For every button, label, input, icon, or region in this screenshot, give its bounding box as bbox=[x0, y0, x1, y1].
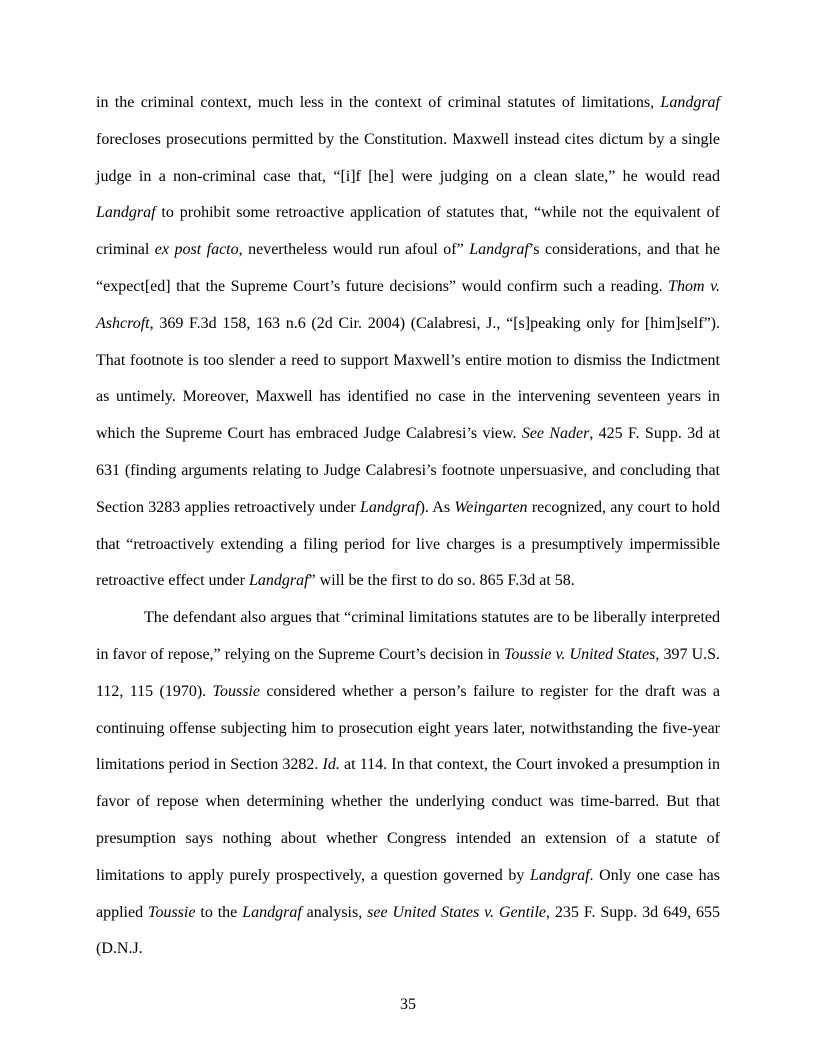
italic-text-run: Landgraf bbox=[529, 866, 590, 884]
italic-text-run: see United States v. Gentile bbox=[367, 903, 546, 921]
text-run: in the criminal context, much less in the context of criminal statutes of limitations, bbox=[96, 94, 661, 111]
text-run: ’s considerations, and that he “expect[ed] that the Supreme Court’s future decisions” would confirm such a reading. bbox=[96, 241, 720, 295]
italic-text-run: Id. bbox=[322, 756, 340, 774]
italic-text-run: Toussie v. United States bbox=[504, 645, 656, 663]
italic-text-run: Landgraf bbox=[469, 241, 529, 259]
text-run: to prohibit some retroactive application of statutes that, “while not the equivalent of criminal bbox=[96, 204, 720, 259]
text-run: , 235 F. Supp. 3d 649, 655 (D.N.J. bbox=[96, 903, 720, 958]
text-run: recognized, any court to hold that “retroactively extending a filing period for live charges is a presumptively impermissible retroactive effect under bbox=[96, 498, 721, 590]
text-run: considered whether a person’s failure to register for the draft was a continuing offense subjecting him to prosecution eight years later, notwithstanding the five-year limitations period in Section 3282. bbox=[96, 682, 721, 774]
text-run: , 397 U.S. 112, 115 (1970). bbox=[96, 645, 721, 700]
text-run: . Only one case has applied bbox=[96, 866, 720, 921]
paragraph bbox=[96, 85, 720, 600]
text-run: , 369 F.3d 158, 163 n.6 (2d Cir. 2004) (Calabresi, J., “[s]peaking only for [him]self”). That footnote is too slender a reed to support Maxwell’s entire motion to dismiss the Indictment as untimely. Moreover, Maxwell has identified no case in the intervening seventeen years in which the Supreme Court has embraced Judge Calabresi’s view. bbox=[96, 314, 720, 443]
italic-text-run: Landgraf bbox=[242, 903, 302, 921]
italic-text-run: ex post facto bbox=[154, 241, 239, 259]
text-run: analysis, bbox=[301, 903, 368, 921]
italic-text-run: See Nader bbox=[521, 425, 590, 443]
italic-text-run: Landgraf bbox=[660, 94, 720, 111]
text-run: ” will be the first to do so. 865 F.3d at 58. bbox=[308, 572, 575, 590]
document-body bbox=[96, 85, 720, 968]
italic-text-run: Landgraf bbox=[96, 204, 156, 222]
text-run: forecloses prosecutions permitted by the Constitution. Maxwell instead cites dictum by a single judge in a non-criminal case that, “[i]f [he] were judging on a clean slate,” he would read bbox=[96, 130, 720, 185]
text-run: The defendant also argues that “criminal limitations statutes are to be liberally interpreted in favor of repose,” relying on the Supreme Court’s decision in bbox=[96, 609, 720, 663]
italic-text-run: Weingarten bbox=[454, 498, 528, 516]
paragraph bbox=[96, 600, 720, 968]
italic-text-run: Landgraf bbox=[248, 572, 309, 590]
text-run: , nevertheless would run afoul of” bbox=[238, 241, 470, 259]
italic-text-run: Toussie bbox=[148, 903, 196, 921]
page-number: 35 bbox=[400, 996, 416, 1013]
text-run: to the bbox=[195, 903, 243, 921]
text-run: at 114. In that context, the Court invoked a presumption in favor of repose when determining whether the underlying conduct was time-barred. But that presumption says nothing about whether Congress intended an extension of a statute of limitations to apply purely prospectively, a question governed by bbox=[96, 756, 720, 884]
text-run: ). As bbox=[419, 498, 455, 516]
italic-text-run: Thom v. Ashcroft bbox=[96, 277, 720, 332]
italic-text-run: Landgraf bbox=[360, 498, 420, 516]
text-run: , 425 F. Supp. 3d at 631 (finding arguments relating to Judge Calabresi’s footnote unpersuasive, and concluding that Section 3283 applies retroactively under bbox=[96, 425, 721, 516]
italic-text-run: Toussie bbox=[212, 682, 260, 700]
